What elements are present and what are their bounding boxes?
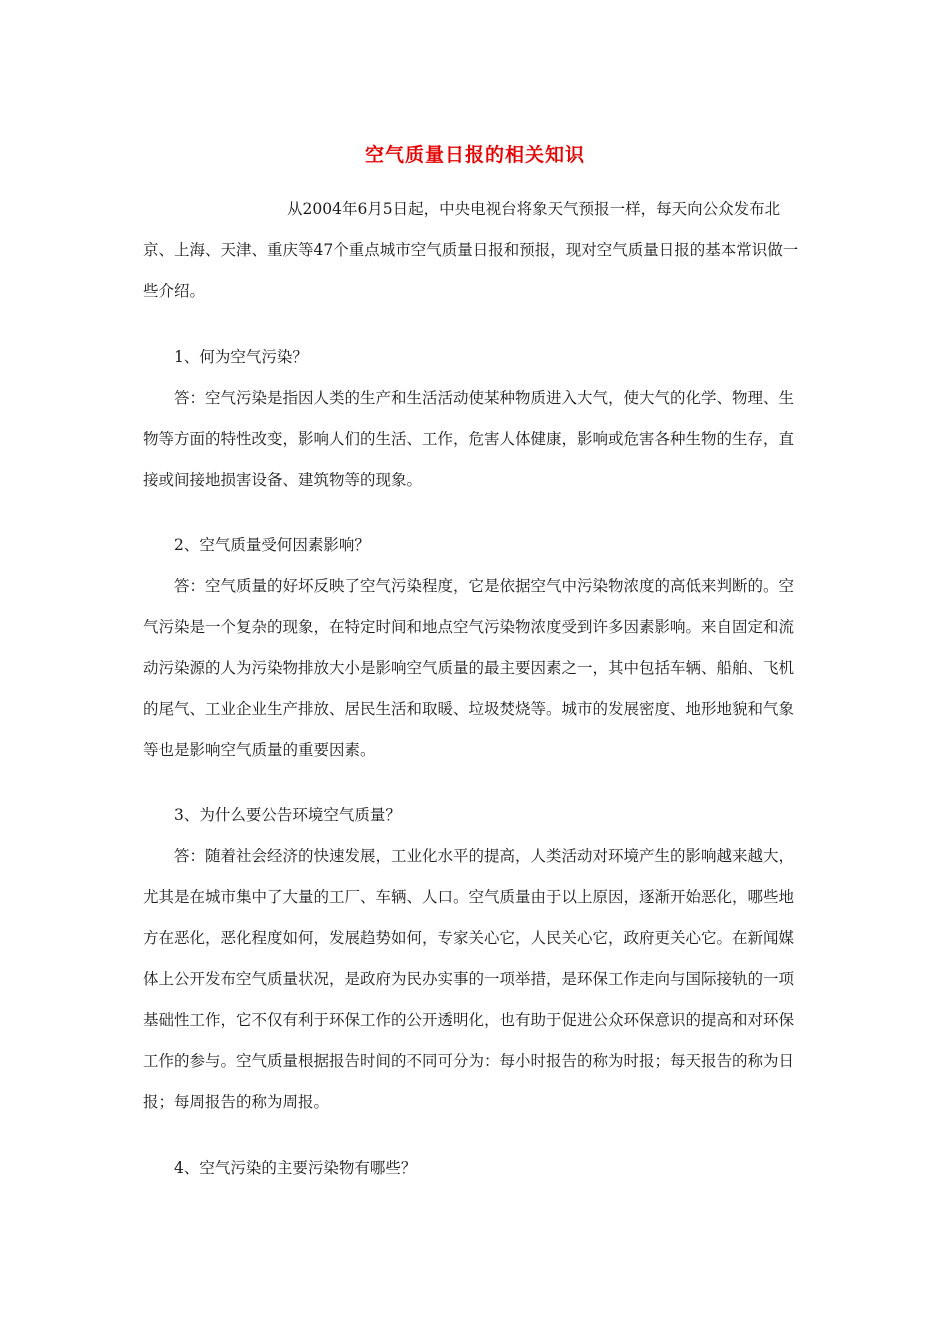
question-3: 3、为什么要公告环境空气质量？: [174, 806, 401, 824]
question-2: 2、空气质量受何因素影响？: [174, 536, 370, 554]
answer-3: 答：随着社会经济的快速发展，工业化水平的提高，人类活动对环境产生的影响越来越大，尤其是在城市集中了大量的工厂、车辆、人口。空气质量由于以上原因，逐渐开始恶化，哪些地方在恶化，恶化程度如何，发展趋势如何，专家关心它，人民关心它，政府更关心它。在新闻媒体上公开发布空气质量状况，是政府为民办实事的一项举措，是环保工作走向与国际接轨的一项基础性工作，它不仅有利于环保工作的公开透明化，也有助于促进公众环保意识的提高和对环保工作的参与。空气质量根据报告时间的不同可分为：每小时报告的称为时报；每天报告的称为日报；每周报告的称为周报。: [143, 847, 795, 1111]
question-1: 1、何为空气污染？: [174, 348, 308, 366]
answer-1: 答：空气污染是指因人类的生产和生活活动使某种物质进入大气，使大气的化学、物理、生物等方面的特性改变，影响人们的生活、工作，危害人体健康，影响或危害各种生物的生存，直接或间接地损害设备、建筑物等的现象。: [143, 389, 795, 489]
section-3: [143, 795, 807, 1123]
section-4: [143, 1148, 807, 1189]
document-title: 空气质量日报的相关知识: [364, 144, 585, 166]
question-4: 4、空气污染的主要污染物有哪些？: [174, 1159, 417, 1177]
answer-2: 答：空气质量的好坏反映了空气污染程度，它是依据空气中污染物浓度的高低来判断的。空气污染是一个复杂的现象，在特定时间和地点空气污染物浓度受到许多因素影响。来自固定和流动污染源的人为污染物排放大小是影响空气质量的最主要因素之一，其中包括车辆、船舶、飞机的尾气、工业企业生产排放、居民生活和取暖、垃圾焚烧等。城市的发展密度、地形地貌和气象等也是影响空气质量的重要因素。: [143, 577, 795, 759]
intro-paragraph: 从2004年6月5日起，中央电视台将象天气预报一样，每天向公众发布北京、上海、天津、重庆等47个重点城市空气质量日报和预报，现对空气质量日报的基本常识做一些介绍。: [143, 200, 799, 300]
section-2: [143, 525, 807, 771]
section-1: [143, 337, 807, 501]
